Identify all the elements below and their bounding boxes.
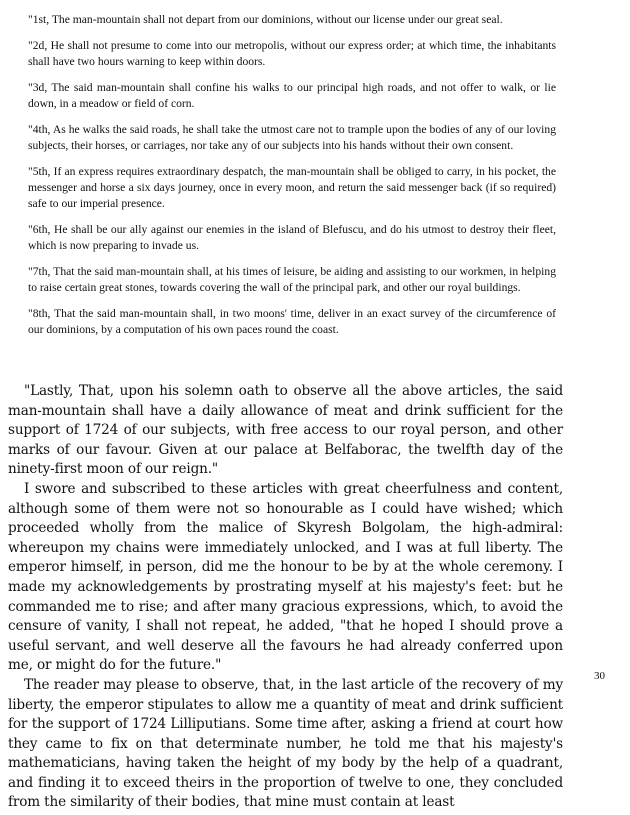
article-2: "2d, He shall not presume to come into our metropolis, without our express order; at which time, the inhabitants shall have two hours warning to keep within doors. bbox=[28, 39, 556, 68]
page-number: 30 bbox=[594, 670, 605, 682]
article-5: "5th, If an express requires extraordinary despatch, the man-mountain shall be obliged to carry, in his pocket, the messenger and horse a six days journey, once in every moon, and return the said messenger back (if so required) safe to our imperial presence. bbox=[28, 165, 556, 210]
paragraph-swore: I swore and subscribed to these articles with great cheerfulness and content, although some of them were not so honourable as I could have wished; which proceeded wholly from the malice of Skyresh Bolgolam, the high-admiral: whereupon my chains were immediately unlocked, and I was at full liberty. The emperor himself, in person, did me the honour to be by at the whole ceremony. I made my acknowledgements by prostrating myself at his majesty's feet: but he commanded me to rise; and after many gracious expressions, which, to avoid the censure of vanity, I shall not repeat, he added, "that he hoped I should prove a useful servant, and well deserve all the favours he had already conferred upon me, or might do for the future." bbox=[8, 480, 563, 674]
article-4: "4th, As he walks the said roads, he shall take the utmost care not to trample upon the bodies of any of our loving subjects, their horses, or carriages, nor take any of our subjects into his hands without their own consent. bbox=[28, 123, 556, 152]
articles-list bbox=[28, 12, 556, 348]
paragraph-lastly: "Lastly, That, upon his solemn oath to observe all the above articles, the said man-mountain shall have a daily allowance of meat and drink sufficient for the support of 1724 of our subjects, with free access to our royal person, and other marks of our favour. Given at our palace at Belfaborac, the twelfth day of the ninety-first moon of our reign." bbox=[8, 383, 563, 478]
article-7: "7th, That the said man-mountain shall, at his times of leisure, be aiding and assisting to our workmen, in helping to raise certain great stones, towards covering the wall of the principal park, and other our royal buildings. bbox=[28, 265, 556, 294]
body-text bbox=[8, 382, 563, 813]
article-3: "3d, The said man-mountain shall confine his walks to our principal high roads, and not offer to walk, or lie down, in a meadow or field of corn. bbox=[28, 81, 556, 110]
article-6: "6th, He shall be our ally against our enemies in the island of Blefuscu, and do his utmost to destroy their fleet, which is now preparing to invade us. bbox=[28, 223, 556, 252]
article-1: "1st, The man-mountain shall not depart from our dominions, without our license under our great seal. bbox=[28, 13, 503, 26]
paragraph-reader: The reader may please to observe, that, in the last article of the recovery of my liberty, the emperor stipulates to allow me a quantity of meat and drink sufficient for the support of 1724 Lilliputians. Some time after, asking a friend at court how they came to fix on that determinate number, he told me that his majesty's mathematicians, having taken the height of my body by the help of a quadrant, and finding it to exceed theirs in the proportion of twelve to one, they concluded from the similarity of their bodies, that mine must contain at least bbox=[8, 676, 563, 811]
article-8: "8th, That the said man-mountain shall, in two moons' time, deliver in an exact survey of the circumference of our dominions, by a computation of his own paces round the coast. bbox=[28, 307, 556, 336]
